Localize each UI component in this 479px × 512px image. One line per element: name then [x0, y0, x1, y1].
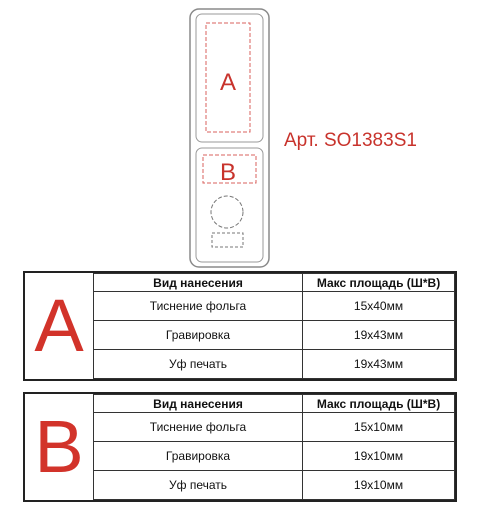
- method-cell: Уф печать: [94, 350, 303, 379]
- header-area: Макс площадь (Ш*В): [303, 395, 455, 413]
- table-row: [94, 292, 455, 321]
- header-method: Вид нанесения: [94, 395, 303, 413]
- article-number: Арт. SO1383S1: [284, 130, 417, 151]
- spec-grid-b: [93, 394, 455, 500]
- area-cell: 15х10мм: [303, 413, 455, 442]
- header-area: Макс площадь (Ш*В): [303, 274, 455, 292]
- table-row: [94, 350, 455, 379]
- zone-letter-a: A: [34, 284, 84, 367]
- area-cell: 15х40мм: [303, 292, 455, 321]
- method-cell: Гравировка: [94, 321, 303, 350]
- table-row: [94, 471, 455, 500]
- spec-table-a: [23, 271, 457, 381]
- table-row: [94, 413, 455, 442]
- method-cell: Тиснение фольга: [94, 413, 303, 442]
- zone-b-label: B: [219, 159, 237, 186]
- area-cell: 19х10мм: [303, 471, 455, 500]
- area-cell: 19х43мм: [303, 321, 455, 350]
- area-cell: 19х10мм: [303, 442, 455, 471]
- zone-letter-b: B: [34, 405, 84, 488]
- table-header: [94, 274, 455, 292]
- method-cell: Уф печать: [94, 471, 303, 500]
- zone-a-label: A: [219, 69, 237, 96]
- method-cell: Гравировка: [94, 442, 303, 471]
- table-row: [94, 321, 455, 350]
- spec-grid-a: [93, 273, 455, 379]
- header-method: Вид нанесения: [94, 274, 303, 292]
- spec-table-b: [23, 392, 457, 502]
- method-cell: Тиснение фольга: [94, 292, 303, 321]
- area-cell: 19х43мм: [303, 350, 455, 379]
- table-header: [94, 395, 455, 413]
- table-row: [94, 442, 455, 471]
